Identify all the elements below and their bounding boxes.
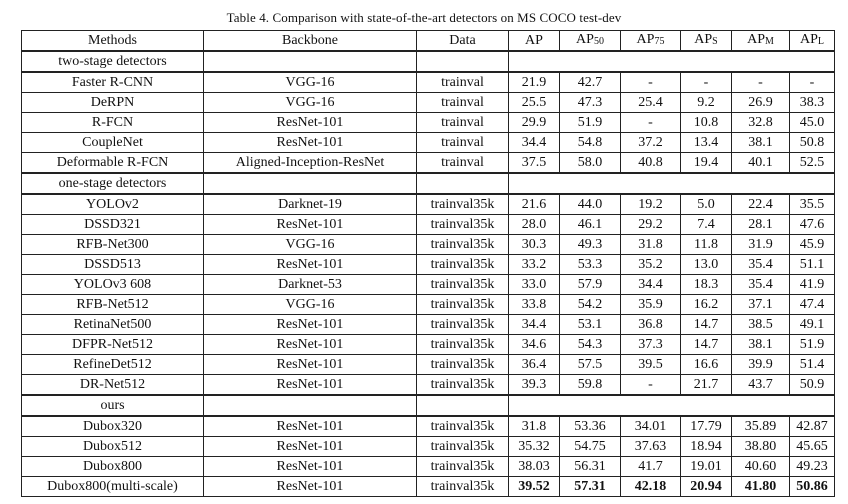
cell-apm: 43.7: [732, 375, 790, 396]
cell-apm: 28.1: [732, 215, 790, 235]
cell-ap: 29.9: [509, 113, 560, 133]
header-apl: [790, 31, 835, 52]
cell-apl: 52.5: [790, 153, 835, 174]
group-blank-metrics: [509, 395, 835, 416]
cell-data: trainval35k: [417, 477, 509, 497]
header-aps: [681, 31, 732, 52]
cell-data: trainval35k: [417, 437, 509, 457]
cell-ap: 31.8: [509, 416, 560, 437]
cell-aps: 19.4: [681, 153, 732, 174]
cell-data: trainval35k: [417, 235, 509, 255]
cell-ap75: -: [621, 72, 681, 93]
cell-apl: 41.9: [790, 275, 835, 295]
cell-apm: 37.1: [732, 295, 790, 315]
cell-ap50: 47.3: [560, 93, 621, 113]
cell-ap50: 53.36: [560, 416, 621, 437]
cell-backbone: Darknet-19: [204, 194, 417, 215]
cell-apl: 45.65: [790, 437, 835, 457]
cell-backbone: ResNet-101: [204, 255, 417, 275]
cell-method: Dubox800: [22, 457, 204, 477]
header-apl-sub: L: [817, 36, 824, 47]
cell-aps: 18.3: [681, 275, 732, 295]
cell-method: RFB-Net512: [22, 295, 204, 315]
cell-ap75: 34.4: [621, 275, 681, 295]
cell-data: trainval35k: [417, 255, 509, 275]
table-row: [22, 315, 835, 335]
cell-ap75: 19.2: [621, 194, 681, 215]
cell-apm: 40.60: [732, 457, 790, 477]
table-row: [22, 295, 835, 315]
cell-aps: 16.6: [681, 355, 732, 375]
cell-ap: 37.5: [509, 153, 560, 174]
table-row: [22, 275, 835, 295]
cell-backbone: VGG-16: [204, 93, 417, 113]
cell-aps: 14.7: [681, 315, 732, 335]
cell-backbone: Aligned-Inception-ResNet: [204, 153, 417, 174]
header-apm-sub: M: [765, 36, 774, 47]
cell-apl: 42.87: [790, 416, 835, 437]
header-ap75: [621, 31, 681, 52]
cell-ap75: 36.8: [621, 315, 681, 335]
cell-method: RetinaNet500: [22, 315, 204, 335]
cell-method: DSSD321: [22, 215, 204, 235]
cell-ap75: 37.3: [621, 335, 681, 355]
group-blank-metrics: [509, 173, 835, 194]
table-caption: Table 4. Comparison with state-of-the-art detectors on MS COCO test-dev: [226, 10, 622, 25]
header-apm-base: AP: [747, 32, 765, 47]
cell-apl: 51.4: [790, 355, 835, 375]
cell-ap50: 58.0: [560, 153, 621, 174]
cell-ap: 38.03: [509, 457, 560, 477]
cell-aps: 9.2: [681, 93, 732, 113]
table-row: [22, 437, 835, 457]
header-apl-base: AP: [799, 32, 818, 47]
group-blank-cell: [204, 395, 417, 416]
table-row: [22, 113, 835, 133]
group-blank-cell: [204, 51, 417, 72]
table-row: [22, 235, 835, 255]
cell-ap50: 54.3: [560, 335, 621, 355]
header-backbone: Backbone: [204, 31, 417, 52]
cell-backbone: VGG-16: [204, 295, 417, 315]
table-row: [22, 416, 835, 437]
cell-ap50: 53.1: [560, 315, 621, 335]
cell-ap75: 35.9: [621, 295, 681, 315]
header-row: [22, 31, 835, 52]
cell-ap50: 46.1: [560, 215, 621, 235]
table-row: [22, 153, 835, 174]
cell-apl: -: [790, 72, 835, 93]
header-methods: Methods: [22, 31, 204, 52]
cell-data: trainval35k: [417, 215, 509, 235]
cell-apl: 49.1: [790, 315, 835, 335]
cell-ap: 35.32: [509, 437, 560, 457]
cell-ap: 39.3: [509, 375, 560, 396]
cell-ap50: 54.2: [560, 295, 621, 315]
header-ap50-base: AP: [576, 32, 594, 47]
cell-aps: 5.0: [681, 194, 732, 215]
cell-method: Dubox320: [22, 416, 204, 437]
table-row: [22, 255, 835, 275]
cell-backbone: ResNet-101: [204, 437, 417, 457]
cell-ap: 39.52: [509, 477, 560, 497]
cell-ap: 21.9: [509, 72, 560, 93]
cell-aps: 18.94: [681, 437, 732, 457]
header-ap75-sub: 75: [654, 36, 665, 47]
cell-method: CoupleNet: [22, 133, 204, 153]
cell-ap75: 35.2: [621, 255, 681, 275]
table-row: [22, 133, 835, 153]
cell-ap75: 37.63: [621, 437, 681, 457]
cell-ap: 25.5: [509, 93, 560, 113]
cell-method: R-FCN: [22, 113, 204, 133]
cell-ap: 34.4: [509, 133, 560, 153]
table-row: [22, 93, 835, 113]
cell-ap50: 56.31: [560, 457, 621, 477]
cell-ap75: -: [621, 375, 681, 396]
group-header-row: [22, 173, 835, 194]
cell-method: RFB-Net300: [22, 235, 204, 255]
table-row: [22, 335, 835, 355]
cell-aps: 20.94: [681, 477, 732, 497]
cell-data: trainval: [417, 72, 509, 93]
cell-aps: 14.7: [681, 335, 732, 355]
cell-apm: 38.1: [732, 335, 790, 355]
cell-apl: 47.6: [790, 215, 835, 235]
cell-aps: 13.0: [681, 255, 732, 275]
table-row: [22, 457, 835, 477]
group-header-row: [22, 395, 835, 416]
cell-aps: 7.4: [681, 215, 732, 235]
cell-ap50: 54.8: [560, 133, 621, 153]
cell-backbone: ResNet-101: [204, 416, 417, 437]
cell-backbone: ResNet-101: [204, 355, 417, 375]
cell-apm: -: [732, 72, 790, 93]
cell-method: DFPR-Net512: [22, 335, 204, 355]
cell-apm: 38.1: [732, 133, 790, 153]
cell-method: RefineDet512: [22, 355, 204, 375]
header-ap50: [560, 31, 621, 52]
cell-data: trainval35k: [417, 194, 509, 215]
cell-ap: 34.6: [509, 335, 560, 355]
cell-ap75: 34.01: [621, 416, 681, 437]
cell-ap75: -: [621, 113, 681, 133]
cell-backbone: Darknet-53: [204, 275, 417, 295]
cell-ap50: 59.8: [560, 375, 621, 396]
cell-apm: 40.1: [732, 153, 790, 174]
cell-apm: 31.9: [732, 235, 790, 255]
table-row: [22, 215, 835, 235]
cell-method: Dubox512: [22, 437, 204, 457]
cell-ap50: 53.3: [560, 255, 621, 275]
cell-ap75: 40.8: [621, 153, 681, 174]
cell-apl: 45.0: [790, 113, 835, 133]
cell-ap: 33.8: [509, 295, 560, 315]
header-apm: [732, 31, 790, 52]
cell-method: DR-Net512: [22, 375, 204, 396]
cell-ap50: 57.31: [560, 477, 621, 497]
cell-ap75: 41.7: [621, 457, 681, 477]
cell-data: trainval: [417, 133, 509, 153]
cell-ap75: 37.2: [621, 133, 681, 153]
cell-data: trainval35k: [417, 335, 509, 355]
cell-ap50: 51.9: [560, 113, 621, 133]
table-row: [22, 355, 835, 375]
cell-apl: 51.1: [790, 255, 835, 275]
cell-ap50: 57.5: [560, 355, 621, 375]
header-data: Data: [417, 31, 509, 52]
cell-aps: 21.7: [681, 375, 732, 396]
results-table: [21, 30, 835, 497]
cell-apl: 50.8: [790, 133, 835, 153]
cell-backbone: ResNet-101: [204, 315, 417, 335]
cell-aps: 11.8: [681, 235, 732, 255]
group-label: two-stage detectors: [22, 51, 204, 72]
group-blank-cell: [417, 51, 509, 72]
cell-method: YOLOv3 608: [22, 275, 204, 295]
table-row: [22, 194, 835, 215]
cell-aps: 10.8: [681, 113, 732, 133]
cell-ap75: 39.5: [621, 355, 681, 375]
cell-backbone: ResNet-101: [204, 133, 417, 153]
cell-data: trainval35k: [417, 295, 509, 315]
cell-method: Deformable R-FCN: [22, 153, 204, 174]
table-row: [22, 72, 835, 93]
cell-ap75: 25.4: [621, 93, 681, 113]
cell-method: Dubox800(multi-scale): [22, 477, 204, 497]
cell-backbone: ResNet-101: [204, 113, 417, 133]
header-aps-base: AP: [694, 32, 713, 47]
cell-apm: 35.4: [732, 275, 790, 295]
cell-apl: 35.5: [790, 194, 835, 215]
cell-backbone: ResNet-101: [204, 375, 417, 396]
cell-data: trainval35k: [417, 457, 509, 477]
cell-apm: 35.4: [732, 255, 790, 275]
cell-data: trainval: [417, 153, 509, 174]
cell-method: DSSD513: [22, 255, 204, 275]
cell-ap: 30.3: [509, 235, 560, 255]
cell-ap: 34.4: [509, 315, 560, 335]
header-ap75-base: AP: [636, 32, 655, 47]
cell-apm: 38.80: [732, 437, 790, 457]
cell-data: trainval35k: [417, 315, 509, 335]
cell-data: trainval: [417, 93, 509, 113]
cell-apm: 22.4: [732, 194, 790, 215]
cell-apl: 50.86: [790, 477, 835, 497]
cell-aps: 17.79: [681, 416, 732, 437]
table-row: [22, 477, 835, 497]
header-aps-sub: S: [712, 36, 718, 47]
cell-apl: 49.23: [790, 457, 835, 477]
cell-data: trainval35k: [417, 416, 509, 437]
header-ap: AP: [509, 31, 560, 52]
cell-ap50: 49.3: [560, 235, 621, 255]
results-table-body: [22, 51, 835, 497]
cell-ap: 36.4: [509, 355, 560, 375]
cell-apm: 26.9: [732, 93, 790, 113]
cell-data: trainval: [417, 113, 509, 133]
cell-ap: 33.2: [509, 255, 560, 275]
cell-ap50: 57.9: [560, 275, 621, 295]
cell-apm: 32.8: [732, 113, 790, 133]
cell-ap50: 54.75: [560, 437, 621, 457]
cell-ap50: 42.7: [560, 72, 621, 93]
cell-data: trainval35k: [417, 355, 509, 375]
cell-data: trainval35k: [417, 275, 509, 295]
cell-backbone: ResNet-101: [204, 335, 417, 355]
group-label: ours: [22, 395, 204, 416]
group-blank-metrics: [509, 51, 835, 72]
cell-ap: 21.6: [509, 194, 560, 215]
cell-aps: 19.01: [681, 457, 732, 477]
group-blank-cell: [204, 173, 417, 194]
cell-ap75: 42.18: [621, 477, 681, 497]
cell-method: Faster R-CNN: [22, 72, 204, 93]
group-label: one-stage detectors: [22, 173, 204, 194]
cell-backbone: ResNet-101: [204, 215, 417, 235]
group-header-row: [22, 51, 835, 72]
table-row: [22, 375, 835, 396]
cell-aps: -: [681, 72, 732, 93]
cell-method: YOLOv2: [22, 194, 204, 215]
cell-apl: 38.3: [790, 93, 835, 113]
cell-backbone: VGG-16: [204, 72, 417, 93]
cell-apm: 38.5: [732, 315, 790, 335]
cell-apl: 45.9: [790, 235, 835, 255]
cell-ap75: 31.8: [621, 235, 681, 255]
cell-data: trainval35k: [417, 375, 509, 396]
cell-ap: 28.0: [509, 215, 560, 235]
cell-ap75: 29.2: [621, 215, 681, 235]
cell-backbone: ResNet-101: [204, 477, 417, 497]
cell-aps: 13.4: [681, 133, 732, 153]
cell-apl: 51.9: [790, 335, 835, 355]
cell-apm: 41.80: [732, 477, 790, 497]
cell-apm: 39.9: [732, 355, 790, 375]
cell-apm: 35.89: [732, 416, 790, 437]
cell-apl: 50.9: [790, 375, 835, 396]
header-ap50-sub: 50: [593, 36, 604, 47]
group-blank-cell: [417, 395, 509, 416]
cell-backbone: ResNet-101: [204, 457, 417, 477]
cell-aps: 16.2: [681, 295, 732, 315]
cell-ap: 33.0: [509, 275, 560, 295]
cell-apl: 47.4: [790, 295, 835, 315]
cell-ap50: 44.0: [560, 194, 621, 215]
group-blank-cell: [417, 173, 509, 194]
cell-method: DeRPN: [22, 93, 204, 113]
cell-backbone: VGG-16: [204, 235, 417, 255]
